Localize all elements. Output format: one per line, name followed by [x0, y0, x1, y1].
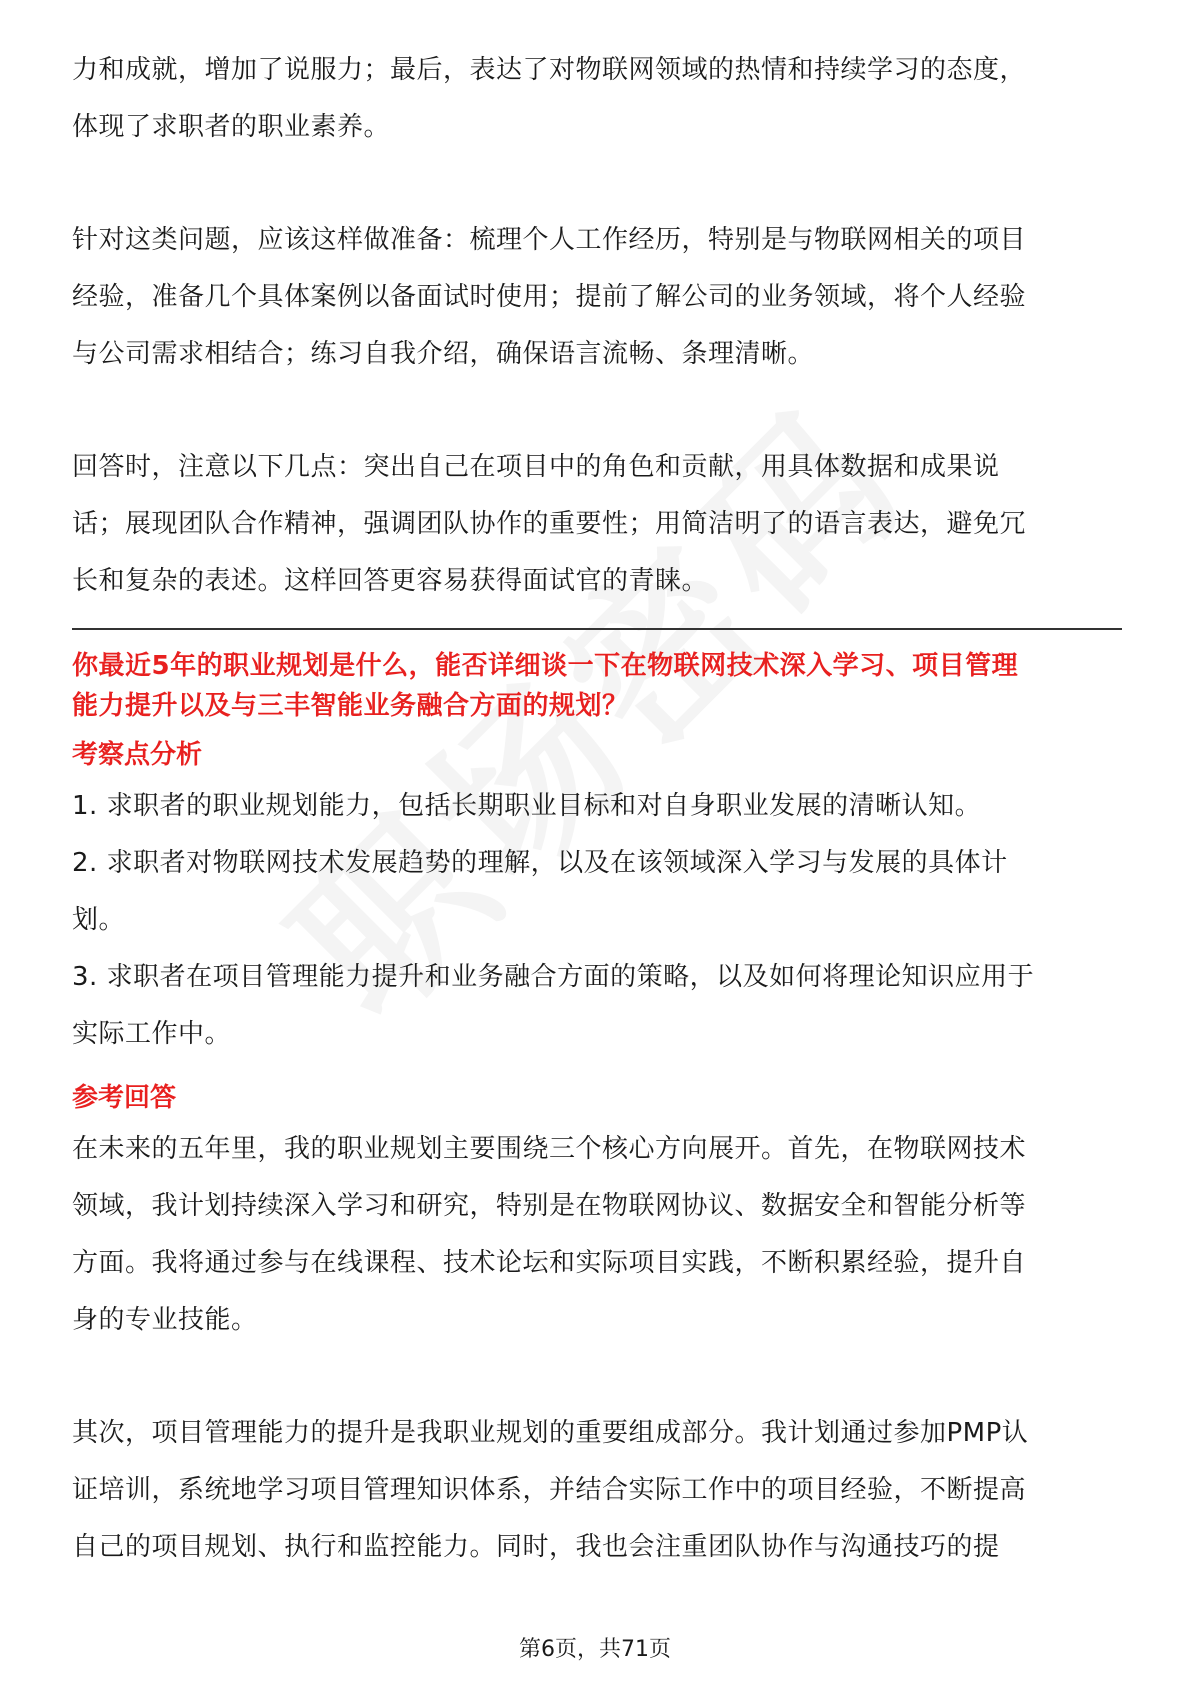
reference-paragraph-2 — [72, 1405, 1122, 1576]
reference-line: 在未来的五年里，我的职业规划主要围绕三个核心方向展开。首先，在物联网技术 — [72, 1134, 1027, 1164]
answer-tips-paragraph — [72, 439, 1122, 610]
page-number: 第6页，共71页 — [519, 1637, 671, 1662]
analysis-item-cont: 实际工作中。 — [72, 1019, 232, 1049]
reference-line: 自己的项目规划、执行和监控能力。同时，我也会注重团队协作与沟通技巧的提 — [72, 1532, 1000, 1562]
prep-line: 经验，准备几个具体案例以备面试时使用；提前了解公司的业务领域，将个人经验 — [72, 282, 1027, 312]
reference-line: 方面。我将通过参与在线课程、技术论坛和实际项目实践，不断积累经验，提升自 — [72, 1248, 1027, 1278]
prep-line: 针对这类问题，应该这样做准备：梳理个人工作经历，特别是与物联网相关的项目 — [72, 225, 1027, 255]
interview-question — [72, 646, 1122, 726]
page-content — [72, 0, 1122, 1576]
reference-line: 领域，我计划持续深入学习和研究，特别是在物联网协议、数据安全和智能分析等 — [72, 1191, 1027, 1221]
prep-paragraph — [72, 212, 1122, 383]
analysis-list — [72, 778, 1122, 1063]
question-line: 你最近5年的职业规划是什么，能否详细谈一下在物联网技术深入学习、项目管理 — [72, 651, 1019, 681]
analysis-item: 2. 求职者对物联网技术发展趋势的理解，以及在该领域深入学习与发展的具体计 — [72, 848, 1008, 878]
prep-line: 与公司需求相结合；练习自我介绍，确保语言流畅、条理清晰。 — [72, 339, 815, 369]
reference-title: 参考回答 — [72, 1083, 177, 1113]
reference-line: 其次，项目管理能力的提升是我职业规划的重要组成部分。我计划通过参加PMP认 — [72, 1418, 1029, 1448]
tips-line: 长和复杂的表述。这样回答更容易获得面试官的青睐。 — [72, 566, 709, 596]
intro-paragraph — [72, 42, 1122, 156]
question-line: 能力提升以及与三丰智能业务融合方面的规划？ — [72, 691, 629, 721]
reference-line: 证培训，系统地学习项目管理知识体系，并结合实际工作中的项目经验，不断提高 — [72, 1475, 1027, 1505]
analysis-item: 1. 求职者的职业规划能力，包括长期职业目标和对自身职业发展的清晰认知。 — [72, 791, 982, 821]
analysis-item-cont: 划。 — [72, 905, 126, 935]
reference-paragraph-1 — [72, 1121, 1122, 1349]
tips-line: 话；展现团队合作精神，强调团队协作的重要性；用简洁明了的语言表达，避免冗 — [72, 509, 1027, 539]
intro-line: 力和成就，增加了说服力；最后，表达了对物联网领域的热情和持续学习的态度， — [72, 55, 1027, 85]
analysis-title: 考察点分析 — [72, 740, 203, 770]
tips-line: 回答时，注意以下几点：突出自己在项目中的角色和贡献，用具体数据和成果说 — [72, 452, 1000, 482]
analysis-item: 3. 求职者在项目管理能力提升和业务融合方面的策略，以及如何将理论知识应用于 — [72, 962, 1035, 992]
reference-line: 身的专业技能。 — [72, 1305, 258, 1335]
intro-line: 体现了求职者的职业素养。 — [72, 112, 391, 142]
